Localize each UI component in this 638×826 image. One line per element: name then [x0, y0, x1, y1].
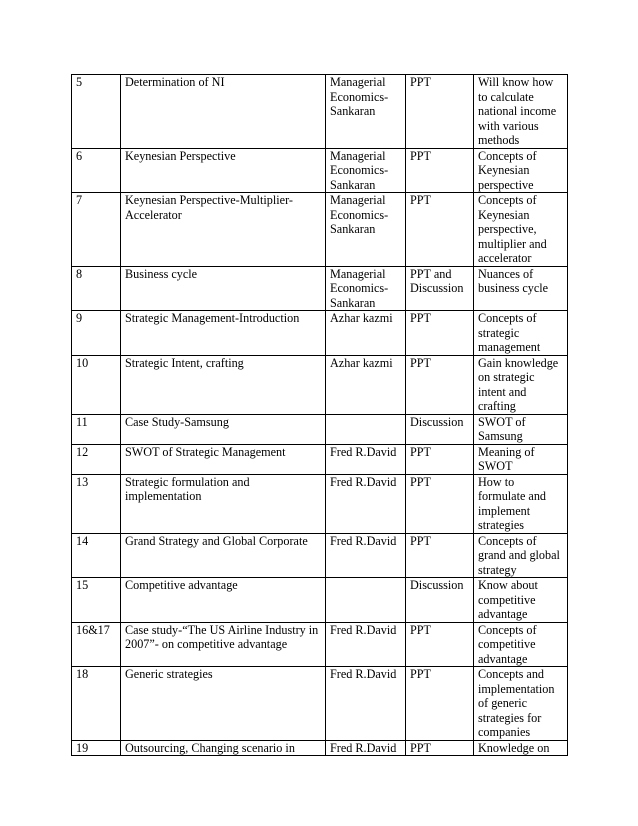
learning-outcome-cell: Gain knowledge on strategic intent and crafting [474, 355, 568, 414]
delivery-mode-cell: PPT [406, 622, 474, 667]
topic-cell: Strategic Intent, crafting [121, 355, 326, 414]
topic-cell: Outsourcing, Changing scenario in [121, 740, 326, 756]
session-number-cell: 7 [72, 193, 121, 267]
reference-cell [326, 414, 406, 444]
session-number-cell: 9 [72, 311, 121, 356]
table-row [72, 414, 568, 444]
table-row [72, 266, 568, 311]
reference-cell: Managerial Economics-Sankaran [326, 75, 406, 149]
learning-outcome-cell: Concepts of Keynesian perspective [474, 148, 568, 193]
reference-cell: Managerial Economics-Sankaran [326, 193, 406, 267]
learning-outcome-cell: Know about competitive advantage [474, 578, 568, 623]
session-number-cell: 10 [72, 355, 121, 414]
table-row [72, 578, 568, 623]
reference-cell: Fred R.David [326, 740, 406, 756]
learning-outcome-cell: Will know how to calculate national income with various methods [474, 75, 568, 149]
table-row [72, 667, 568, 741]
session-number-cell: 6 [72, 148, 121, 193]
session-number-cell: 19 [72, 740, 121, 756]
session-number-cell: 8 [72, 266, 121, 311]
delivery-mode-cell: Discussion [406, 414, 474, 444]
session-number-cell: 18 [72, 667, 121, 741]
delivery-mode-cell: PPT [406, 193, 474, 267]
topic-cell: Competitive advantage [121, 578, 326, 623]
reference-cell: Azhar kazmi [326, 355, 406, 414]
topic-cell: Case Study-Samsung [121, 414, 326, 444]
learning-outcome-cell: Concepts of grand and global strategy [474, 533, 568, 578]
reference-cell: Fred R.David [326, 667, 406, 741]
table-row [72, 148, 568, 193]
reference-cell [326, 578, 406, 623]
delivery-mode-cell: PPT [406, 533, 474, 578]
delivery-mode-cell: PPT [406, 667, 474, 741]
table-row [72, 533, 568, 578]
table-row [72, 444, 568, 474]
learning-outcome-cell: Concepts and implementation of generic strategies for companies [474, 667, 568, 741]
delivery-mode-cell: PPT [406, 311, 474, 356]
reference-cell: Managerial Economics-Sankaran [326, 266, 406, 311]
learning-outcome-cell: Concepts of Keynesian perspective, multiplier and accelerator [474, 193, 568, 267]
topic-cell: Strategic formulation and implementation [121, 474, 326, 533]
topic-cell: SWOT of Strategic Management [121, 444, 326, 474]
table-row [72, 740, 568, 756]
session-number-cell: 12 [72, 444, 121, 474]
topic-cell: Keynesian Perspective [121, 148, 326, 193]
topic-cell: Keynesian Perspective-Multiplier-Accelerator [121, 193, 326, 267]
delivery-mode-cell: PPT [406, 444, 474, 474]
table-row [72, 193, 568, 267]
reference-cell: Fred R.David [326, 533, 406, 578]
table-row [72, 622, 568, 667]
delivery-mode-cell: PPT [406, 75, 474, 149]
delivery-mode-cell: PPT [406, 355, 474, 414]
reference-cell: Managerial Economics-Sankaran [326, 148, 406, 193]
topic-cell: Generic strategies [121, 667, 326, 741]
delivery-mode-cell: Discussion [406, 578, 474, 623]
topic-cell: Business cycle [121, 266, 326, 311]
session-number-cell: 15 [72, 578, 121, 623]
session-plan-table [71, 74, 568, 756]
session-number-cell: 14 [72, 533, 121, 578]
topic-cell: Strategic Management-Introduction [121, 311, 326, 356]
session-number-cell: 16&17 [72, 622, 121, 667]
learning-outcome-cell: Knowledge on [474, 740, 568, 756]
learning-outcome-cell: Nuances of business cycle [474, 266, 568, 311]
topic-cell: Determination of NI [121, 75, 326, 149]
delivery-mode-cell: PPT [406, 148, 474, 193]
learning-outcome-cell: Concepts of competitive advantage [474, 622, 568, 667]
topic-cell: Case study-“The US Airline Industry in 2007”- on competitive advantage [121, 622, 326, 667]
table-body [72, 75, 568, 756]
topic-cell: Grand Strategy and Global Corporate [121, 533, 326, 578]
reference-cell: Fred R.David [326, 622, 406, 667]
reference-cell: Fred R.David [326, 474, 406, 533]
delivery-mode-cell: PPT [406, 474, 474, 533]
session-number-cell: 5 [72, 75, 121, 149]
learning-outcome-cell: How to formulate and implement strategies [474, 474, 568, 533]
session-number-cell: 13 [72, 474, 121, 533]
delivery-mode-cell: PPT [406, 740, 474, 756]
table-row [72, 75, 568, 149]
reference-cell: Azhar kazmi [326, 311, 406, 356]
learning-outcome-cell: Concepts of strategic management [474, 311, 568, 356]
table-row [72, 474, 568, 533]
delivery-mode-cell: PPT and Discussion [406, 266, 474, 311]
session-number-cell: 11 [72, 414, 121, 444]
reference-cell: Fred R.David [326, 444, 406, 474]
learning-outcome-cell: SWOT of Samsung [474, 414, 568, 444]
table-row [72, 311, 568, 356]
learning-outcome-cell: Meaning of SWOT [474, 444, 568, 474]
table-row [72, 355, 568, 414]
